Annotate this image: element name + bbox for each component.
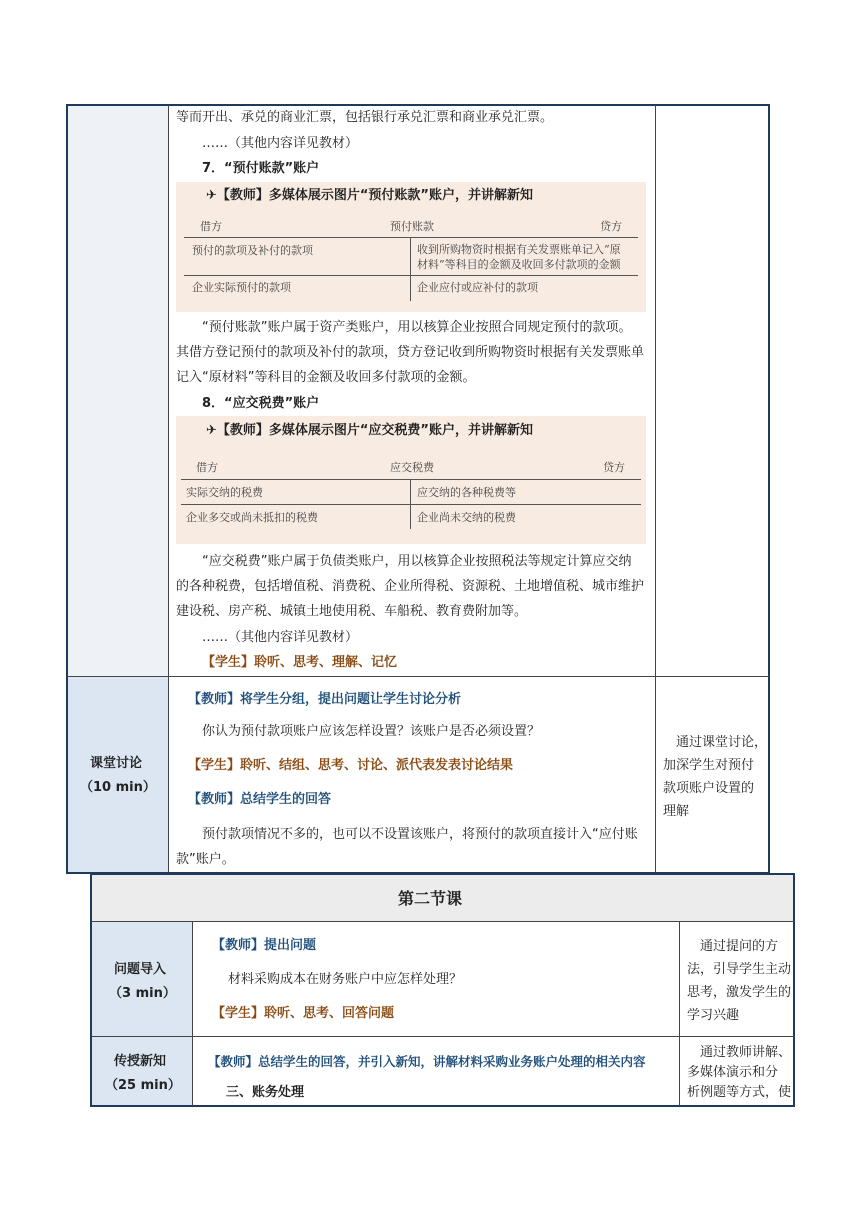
heading-prepaid: 7．“预付账款”账户 [202,161,320,176]
debit-balance: 企业实际预付的款项 [192,281,291,294]
new-knowledge-note-3: 析例题等方式，使 [687,1085,792,1100]
discussion-question: 你认为预付款项账户应该怎样设置？该账户是否必须设置？ [202,724,541,739]
intro-note-3: 思考，激发学生的 [687,985,792,1000]
intro-teacher: 【教师】提出问题 [212,938,317,953]
discussion-duration: （10 min） [80,780,156,795]
new-knowledge-duration: （25 min） [105,1078,181,1093]
tax-debit-entry: 实际交纳的税费 [186,486,263,499]
discussion-label-cell [66,677,168,873]
tax-account-name: 应交税费 [390,461,434,474]
intro-line: 等而开出、承兑的商业汇票，包括银行承兑汇票和商业承兑汇票。 [176,110,554,125]
discussion-label: 课堂讨论 [90,756,143,771]
teacher-show-prepaid: ✈【教师】多媒体展示图片“预付账款”账户，并讲解新知 [206,188,533,203]
credit-entry-1a: 收到所购物资时根据有关发票账单记入“原 [417,243,621,256]
tax-debit-label: 借方 [196,461,218,474]
etc-note-1: ……（其他内容详见教材） [202,136,359,151]
etc-note-2: ……（其他内容详见教材） [202,630,359,645]
tax-paragraph-line-3: 建设税、房产税、城镇土地使用税、车船税、教育费附加等。 [176,604,528,619]
discussion-student: 【学生】聆听、结组、思考、讨论、派代表发表讨论结果 [188,758,514,773]
discussion-answer-line-2: 款”账户。 [176,852,235,867]
tax-paragraph-line-2: 的各种税费，包括增值税、消费税、企业所得税、资源税、土地增值税、城市维护 [176,579,645,594]
teacher-show-tax: ✈【教师】多媒体展示图片“应交税费”账户，并讲解新知 [206,423,533,438]
left-column-fill [66,105,168,677]
tax-credit-label: 贷方 [603,461,625,474]
discussion-note-3: 款项账户设置的 [663,781,755,796]
discussion-note-4: 理解 [663,804,690,819]
tax-debit-balance: 企业多交或尚未抵扣的税费 [186,511,318,524]
intro-note-2: 法，引导学生主动 [687,962,792,977]
intro-note-1: 通过提问的方 [700,939,779,954]
new-knowledge-heading: 三、账务处理 [226,1085,305,1100]
prepaid-paragraph-line-2: 其借方登记预付的款项及补付的款项，贷方登记收到所购物资时根据有关发票账单 [176,345,645,360]
intro-label: 问题导入 [114,962,167,977]
tax-credit-entry: 应交纳的各种税费等 [417,486,516,499]
discussion-note-1: 通过课堂讨论， [676,735,768,750]
student-activity-1: 【学生】聆听、思考、理解、记忆 [202,655,398,670]
credit-label: 贷方 [600,220,622,233]
credit-balance: 企业应付或应补付的款项 [417,281,538,294]
credit-entry-1b: 材料”等科目的金额及收回多付款项的金额 [417,258,621,271]
second-lesson-title: 第二节课 [397,889,462,908]
new-knowledge-note-1: 通过教师讲解、 [700,1045,792,1060]
debit-label: 借方 [200,220,222,233]
intro-question: 材料采购成本在财务账户中应怎样处理？ [228,972,463,987]
intro-note-4: 学习兴趣 [687,1008,740,1023]
debit-entry-1: 预付的款项及补付的款项 [192,244,313,257]
prepaid-paragraph-line-3: 记入“原材料”等科目的金额及收回多付款项的金额。 [176,370,476,385]
discussion-answer-line-1: 预付款项情况不多的，也可以不设置该账户，将预付的款项直接计入“应付账 [202,827,638,842]
heading-tax: 8．“应交税费”账户 [202,396,320,411]
intro-student: 【学生】聆听、思考、回答问题 [212,1006,395,1021]
tax-paragraph-line-1: “应交税费”账户属于负债类账户，用以核算企业按照税法等规定计算应交纳 [202,554,632,569]
tax-credit-balance: 企业尚未交纳的税费 [417,511,516,524]
new-knowledge-note-2: 多媒体演示和分 [687,1065,779,1080]
discussion-note-2: 加深学生对预付 [663,758,755,773]
intro-duration: （3 min） [109,986,176,1001]
new-knowledge-label: 传授新知 [114,1054,167,1069]
new-knowledge-teacher: 【教师】总结学生的回答，并引入新知，讲解材料采购业务账户处理的相关内容 [208,1054,646,1069]
discussion-teacher-1: 【教师】将学生分组，提出问题让学生讨论分析 [188,692,462,707]
account-name: 预付账款 [390,220,434,233]
discussion-teacher-2: 【教师】总结学生的回答 [188,792,332,807]
prepaid-paragraph-line-1: “预付账款”账户属于资产类账户，用以核算企业按照合同规定预付的款项。 [202,320,632,335]
